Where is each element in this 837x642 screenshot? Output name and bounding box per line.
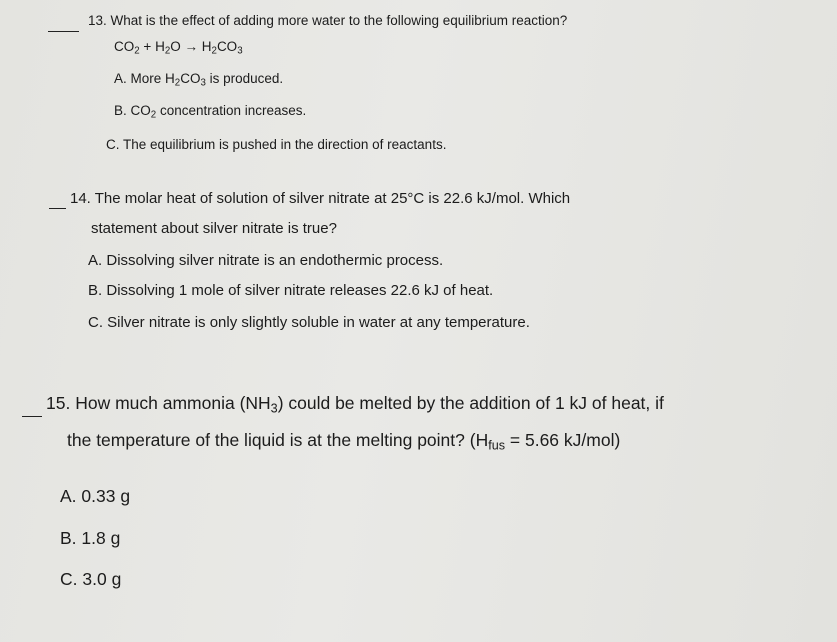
eq-arrow: → bbox=[184, 39, 199, 54]
question-14-number: 14. bbox=[70, 190, 91, 207]
eq-co: CO bbox=[114, 39, 135, 54]
option-letter: B. bbox=[60, 528, 77, 548]
question-15-text-post: ) could be melted by the addition of 1 kJ of heat, if bbox=[277, 393, 664, 413]
option-text-pre: More bbox=[130, 71, 166, 86]
question-15-option-c[interactable] bbox=[60, 571, 121, 589]
question-14-option-a[interactable] bbox=[88, 253, 443, 268]
question-14-option-c[interactable] bbox=[88, 315, 530, 330]
question-14-text-line2: statement about silver nitrate is true? bbox=[91, 220, 337, 237]
option-formula-sub-2: 3 bbox=[200, 77, 206, 89]
option-text: 0.33 g bbox=[81, 486, 131, 506]
question-14-stem-line1 bbox=[70, 191, 570, 206]
question-14-text-line1: The molar heat of solution of silver nitrate at 25°C is 22.6 kJ/mol. Which bbox=[94, 190, 571, 207]
option-letter: B. bbox=[114, 103, 127, 118]
question-14-stem-line2 bbox=[91, 221, 337, 236]
question-13-number: 13. bbox=[88, 13, 107, 28]
option-formula: CO bbox=[130, 103, 151, 118]
question-13-text: What is the effect of adding more water to the following equilibrium reaction? bbox=[110, 13, 568, 28]
eq-product-h-sub: 2 bbox=[211, 45, 217, 57]
question-15-option-b[interactable] bbox=[60, 530, 120, 548]
option-text: The equilibrium is pushed in the direction of reactants. bbox=[123, 137, 447, 152]
question-15-line2-post: = 5.66 kJ/mol) bbox=[505, 430, 621, 450]
question-15-text-pre: How much ammonia (NH bbox=[75, 393, 271, 413]
answer-blank-14[interactable] bbox=[49, 208, 66, 209]
answer-blank-15[interactable] bbox=[22, 416, 42, 417]
question-15-hfus-sub: fus bbox=[488, 438, 506, 453]
option-formula-sub: 2 bbox=[150, 109, 157, 121]
answer-blank-13[interactable] bbox=[48, 31, 79, 32]
eq-h-sub: 2 bbox=[164, 45, 171, 57]
option-letter: C. bbox=[106, 137, 120, 152]
eq-plus: + bbox=[143, 39, 152, 54]
option-text: Dissolving silver nitrate is an endothermic process. bbox=[106, 252, 444, 269]
question-15-line2-pre: the temperature of the liquid is at the melting point? (H bbox=[67, 430, 489, 450]
option-letter: C. bbox=[60, 569, 78, 589]
option-text: 3.0 g bbox=[82, 569, 122, 589]
eq-o: O bbox=[170, 39, 181, 54]
eq-product-h: H bbox=[201, 39, 212, 54]
option-letter: A. bbox=[60, 486, 77, 506]
question-15-stem-line2 bbox=[67, 430, 621, 453]
question-13-equation bbox=[114, 39, 243, 57]
option-letter: C. bbox=[88, 314, 103, 331]
option-formula: H bbox=[165, 71, 175, 86]
option-text: Silver nitrate is only slightly soluble in water at any temperature. bbox=[107, 314, 530, 331]
question-13-stem bbox=[88, 14, 567, 28]
question-13-option-a[interactable] bbox=[114, 71, 284, 89]
option-formula-sub: 2 bbox=[174, 77, 181, 89]
option-text: Dissolving 1 mole of silver nitrate releases 22.6 kJ of heat. bbox=[106, 282, 494, 299]
option-text: 1.8 g bbox=[81, 528, 121, 548]
option-letter: A. bbox=[114, 71, 127, 86]
option-formula-2: CO bbox=[180, 71, 201, 86]
question-13-option-b[interactable] bbox=[114, 103, 307, 121]
question-13-option-c[interactable] bbox=[106, 138, 446, 152]
option-letter: A. bbox=[88, 252, 103, 269]
question-15-number: 15. bbox=[46, 393, 71, 413]
option-letter: B. bbox=[88, 282, 103, 299]
eq-h: H bbox=[155, 39, 165, 54]
question-15-option-a[interactable] bbox=[60, 488, 130, 506]
question-14-option-b[interactable] bbox=[88, 283, 493, 298]
option-text-post: is produced. bbox=[205, 71, 284, 86]
eq-co-sub: 2 bbox=[134, 45, 140, 57]
option-text-post: concentration increases. bbox=[156, 103, 307, 118]
question-15-stem-line1 bbox=[46, 393, 664, 416]
eq-product-co-sub: 3 bbox=[237, 45, 243, 57]
eq-product-co: CO bbox=[216, 39, 238, 54]
question-15-nh3-sub: 3 bbox=[270, 401, 278, 416]
